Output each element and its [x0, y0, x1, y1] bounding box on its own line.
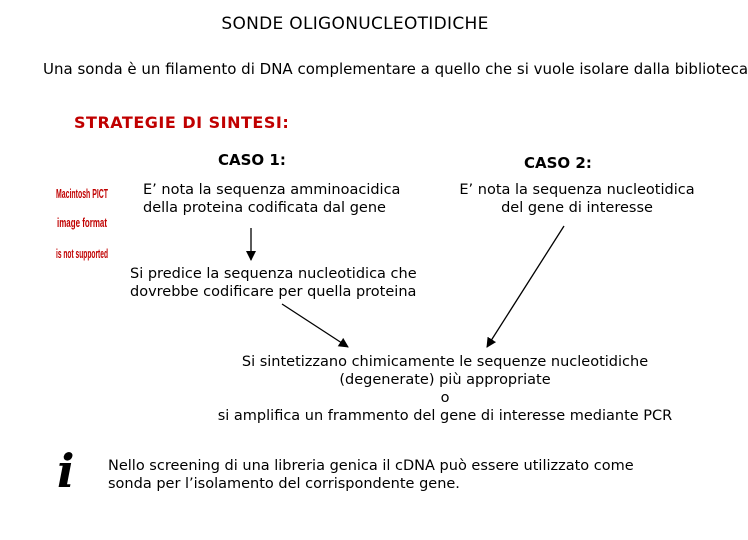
case-2-label: CASO 2: [524, 154, 592, 172]
arrow-predict-to-synthesis [282, 304, 348, 347]
case-1-line-2: della proteina codificata dal gene [143, 200, 386, 216]
note-line-2: sonda per l’isolamento del corrispondente gene. [108, 476, 460, 492]
placeholder-line-2: image format [57, 215, 108, 230]
case-2-line-1: E’ nota la sequenza nucleotidica [459, 182, 695, 198]
note-line-1: Nello screening di una libreria genica il cDNA può essere utilizzato come [108, 458, 634, 474]
info-icon: i [57, 444, 75, 498]
arrow-case2-to-synthesis [487, 226, 564, 347]
synthesis-line-4: si amplifica un frammento del gene di interesse mediante PCR [217, 408, 673, 424]
synthesis-line-1: Si sintetizzano chimicamente le sequenze nucleotidiche [241, 354, 649, 370]
page-title: SONDE OLIGONUCLEOTIDICHE [221, 14, 489, 34]
case-1-result-line-1: Si predice la sequenza nucleotidica che [130, 266, 417, 282]
intro-text: Una sonda è un filamento di DNA complementare a quello che si vuole isolare dalla biblioteca [43, 60, 748, 78]
screening-note [108, 457, 634, 493]
case-2-line-2: del gene di interesse [501, 200, 653, 216]
case-1-label: CASO 1: [218, 151, 286, 169]
synthesis-line-3: o [440, 390, 450, 406]
case-1-line-1: E’ nota la sequenza amminoacidica [143, 182, 401, 198]
placeholder-line-1: Macintosh PICT [56, 186, 109, 201]
strategies-heading: STRATEGIE DI SINTESI: [74, 113, 290, 132]
synthesis-line-2: (degenerate) più appropriate [339, 372, 551, 388]
placeholder-line-3: is not supported [56, 246, 109, 261]
case-1-result-line-2: dovrebbe codificare per quella proteina [130, 284, 417, 300]
